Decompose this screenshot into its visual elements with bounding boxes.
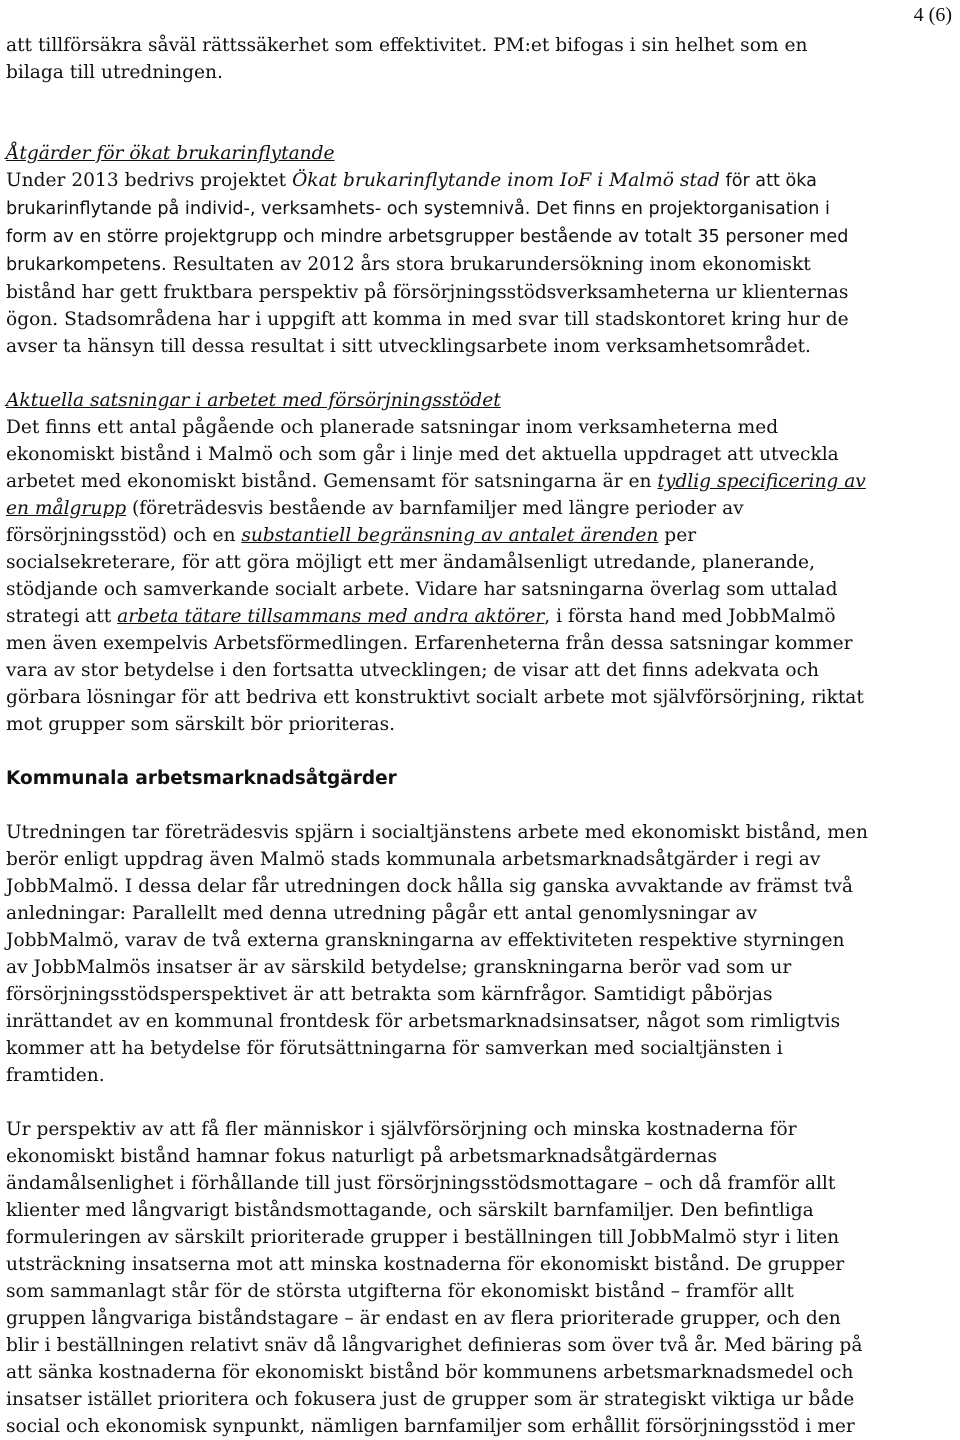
- satsningar-text-3: per socialsekreterare, för att göra möjligt ett mer ändamålsenligt utredande, planerande, stödjande och samverkande socialt arbete. Vidare har satsningarna överlag som uttalad strategi att: [6, 525, 838, 627]
- satsningar-text-1: Det finns ett antal pågående och planerade satsningar inom verksamheterna med ekonomiskt bistånd i Malmö och som går i linje med det aktuella uppdraget att utveckla arbetet med ekonomiskt bistånd. Gemensamt för satsningarna är en: [6, 417, 839, 492]
- brukarinflytande-lead: Under 2013 bedrivs projektet: [6, 170, 293, 191]
- satsningar-heading: Aktuella satsningar i arbetet med försörjningsstödet: [6, 390, 501, 411]
- satsningar-paragraph: [6, 414, 868, 738]
- page-number: 4 (6): [913, 4, 952, 26]
- arbetsmarknad-paragraph-1: Utredningen tar företrädesvis spjärn i socialtjänstens arbete med ekonomiskt bistånd, men berör enligt uppdrag även Malmö stads kommunala arbetsmarknadsåtgärder i regi av JobbMalmö. I dessa delar får utredningen dock hålla sig ganska avvaktande av främst två anledningar: Parallellt med denna utredning pågår ett antal genomlysningar av JobbMalmö, varav de två externa granskningarna av effektiviteten respektive styrningen av JobbMalmös insatser är av särskild betydelse; granskningarna berör vad som ur försörjningsstödsperspektivet är att betrakta som kärnfrågor. Samtidigt påbörjas inrättandet av en kommunal frontdesk för arbetsmarknadsinsatser, något som rimligtvis kommer att ha betydelse för förutsättningarna för samverkan med socialtjänsten i framtiden.: [6, 822, 868, 1086]
- emphasis-aktorer: arbeta tätare tillsammans med andra aktörer: [117, 606, 545, 627]
- brukarinflytande-serif-text: Resultaten av 2012 års stora brukarundersökning inom ekonomiskt bistånd har gett fruktbara perspektiv på försörjningsstödsverksamheterna ur klienternas ögon. Stadsområdena har i uppgift att komma in med svar till stadskontoret kring hur de avser ta hänsyn till dessa resultat i sitt utvecklingsarbete inom verksamhetsområdet.: [6, 254, 849, 357]
- project-name: Ökat brukarinflytande inom IoF i Malmö stad: [292, 170, 720, 191]
- brukarinflytande-sans-text: för att öka brukarinflytande på individ-, verksamhets- och systemnivå. Det finns en projektorganisation i form av en större projektgrupp och mindre arbetsgrupper bestående av totalt 35 personer med brukarkompetens.: [6, 171, 849, 275]
- spacer: [6, 792, 868, 819]
- spacer: [6, 360, 868, 387]
- brukarinflytande-paragraph: [6, 167, 868, 360]
- emphasis-begransning: substantiell begränsning av antalet ärenden: [241, 525, 659, 546]
- document-body: [6, 32, 868, 1440]
- spacer: [6, 1089, 868, 1116]
- arbetsmarknad-paragraph-2: Ur perspektiv av att få fler människor i självförsörjning och minska kostnaderna för ekonomiskt bistånd hamnar fokus naturligt på arbetsmarknadsåtgärdernas ändamålsenlighet i förhållande till just försörjningsstödsmottagare – och då framför allt klienter med långvarigt biståndsmottagande, och särskilt barnfamiljer. Den befintliga formuleringen av särskilt prioriterade grupper i beställningen till JobbMalmö styr i liten utsträckning insatserna mot att minska kostnaderna för ekonomiskt bistånd. De grupper som sammanlagt står för de största utgifterna för ekonomiskt bistånd – framför allt gruppen långvariga biståndstagare – är endast en av flera prioriterade grupper, och den blir i beställningen relativt snäv då långvarighet definieras som över två år. Med bäring på att sänka kostnaderna för ekonomiskt bistånd bör kommunens arbetsmarknadsmedel och insatser istället prioritera och fokusera just de grupper som är strategiskt viktiga ur både social och ekonomisk synpunkt, nämligen barnfamiljer som erhållit försörjningsstöd i mer: [6, 1119, 863, 1437]
- emphasis-malgrupp: tydlig specificering av en målgrupp: [6, 471, 866, 519]
- satsningar-text-2: (företrädesvis bestående av barnfamiljer med längre perioder av försörjningsstöd) och en: [6, 498, 744, 546]
- satsningar-text-4: , i första hand med JobbMalmö men även exempelvis Arbetsförmedlingen. Erfarenheterna från dessa satsningar kommer vara av stor betydelse i den fortsatta utvecklingen; de visar att det finns adekvata och görbara lösningar för att bedriva ett konstruktivt socialt arbete mot självförsörjning, riktat mot grupper som särskilt bör prioriteras.: [6, 606, 864, 735]
- spacer: [6, 738, 868, 765]
- brukarinflytande-heading: Åtgärder för ökat brukarinflytande: [6, 143, 335, 164]
- intro-paragraph: att tillförsäkra såväl rättssäkerhet som effektivitet. PM:et bifogas i sin helhet som en bilaga till utredningen.: [6, 35, 808, 83]
- section-heading: Kommunala arbetsmarknadsåtgärder: [6, 768, 397, 789]
- spacer: [6, 86, 868, 140]
